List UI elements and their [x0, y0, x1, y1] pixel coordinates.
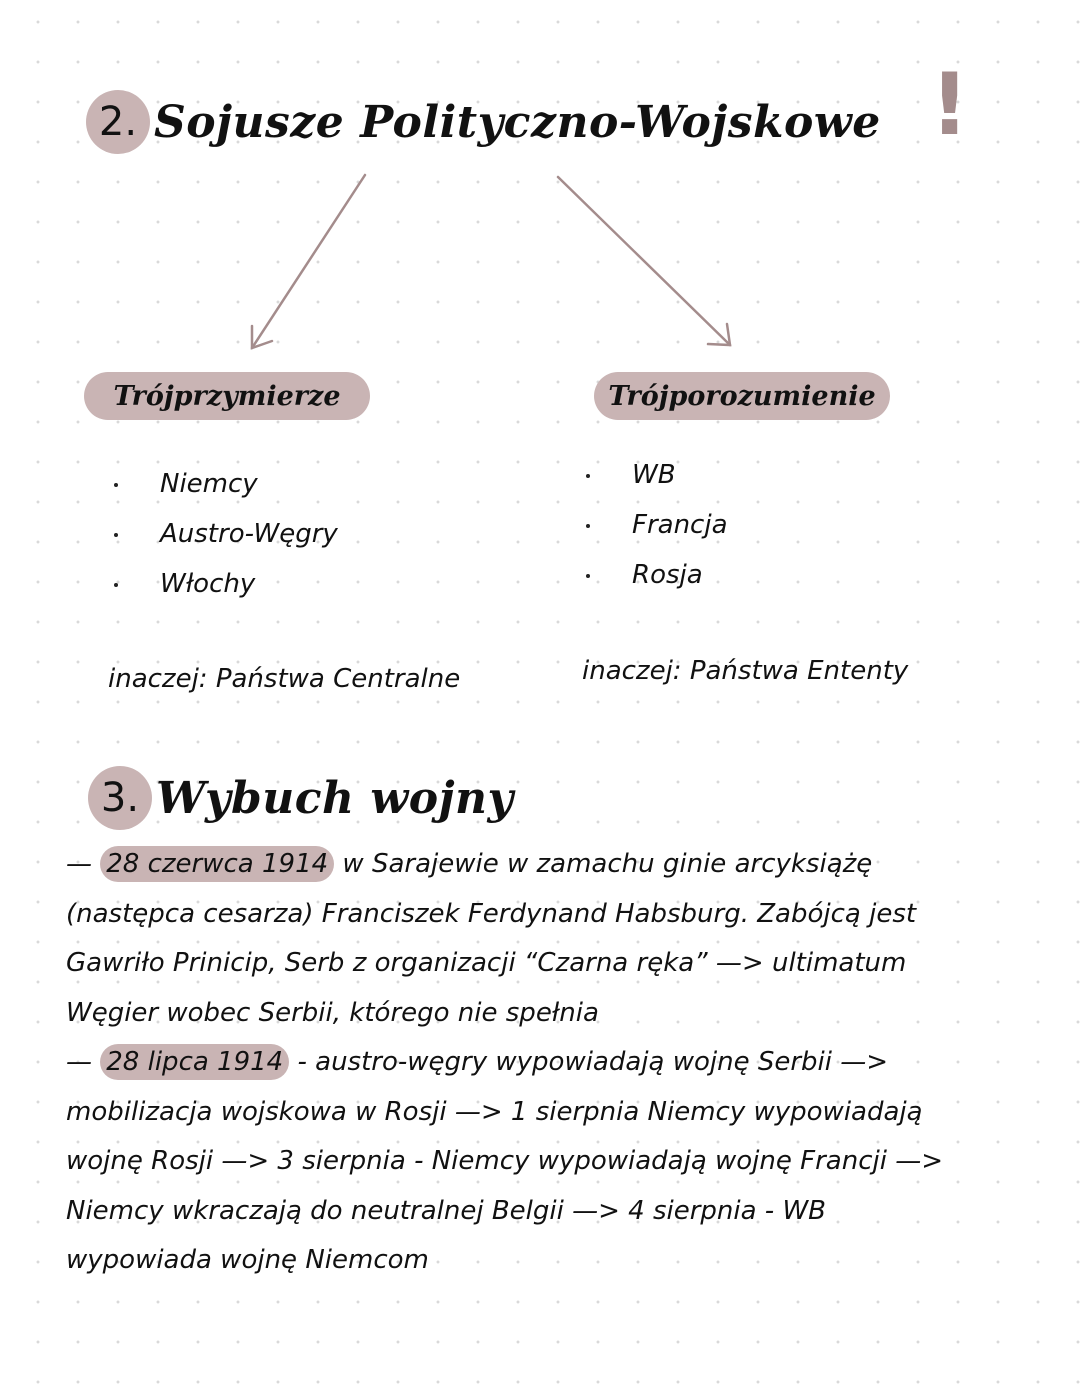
triple-entente-list	[584, 450, 728, 600]
paragraph-line: — 28 czerwca 1914 w Sarajewie w zamachu ginie arcyksiążę	[66, 840, 916, 890]
paragraph-line: — 28 lipca 1914 - austro-węgry wypowiadają wojnę Serbii —>	[66, 1038, 943, 1088]
arrow-right	[558, 177, 730, 345]
section-3-heading	[88, 766, 514, 830]
paragraph-line: wojnę Rosji —> 3 sierpnia - Niemcy wypowiadają wojnę Francji —>	[66, 1146, 943, 1176]
section-number-badge: 3.	[88, 766, 152, 830]
section-2-title: Sojusze Polityczno-Wojskowe	[154, 96, 881, 148]
date-highlight: 28 lipca 1914	[100, 1044, 289, 1080]
triple-alliance-list	[112, 459, 338, 609]
paragraph-line: (następca cesarza) Franciszek Ferdynand Habsburg. Zabójcą jest	[66, 898, 917, 929]
branch-arrows	[0, 0, 1080, 400]
paragraph-assassination	[66, 840, 916, 1038]
exclamation-mark: !	[930, 55, 970, 155]
paragraph-line: wypowiada wojnę Niemcom	[66, 1245, 429, 1275]
central-powers-alias: inaczej: Państwa Centralne	[108, 664, 461, 694]
date-highlight: 28 czerwca 1914	[100, 846, 334, 882]
list-item: Niemcy	[112, 459, 338, 509]
list-item: Austro-Węgry	[112, 509, 338, 559]
section-number-badge: 2.	[86, 90, 150, 154]
alliance-label-triple-alliance: Trójprzymierze	[84, 372, 370, 420]
paragraph-line: Gawriło Prinicip, Serb z organizacji “Czarna ręka” —> ultimatum	[66, 948, 907, 978]
paragraph-line: Niemcy wkraczają do neutralnej Belgii —> 4 sierpnia - WB	[66, 1195, 826, 1226]
list-item: Włochy	[112, 559, 338, 609]
entente-alias: inaczej: Państwa Ententy	[582, 656, 909, 686]
paragraph-line: mobilizacja wojskowa w Rosji —> 1 sierpnia Niemcy wypowiadają	[66, 1096, 923, 1127]
paragraph-declarations	[66, 1038, 943, 1286]
list-item: WB	[584, 450, 728, 500]
list-item: Francja	[584, 500, 728, 550]
section-3-title: Wybuch wojny	[156, 772, 514, 824]
arrow-left	[252, 175, 365, 348]
list-item: Rosja	[584, 550, 728, 600]
alliance-label-triple-entente: Trójporozumienie	[594, 372, 890, 420]
paragraph-line: Węgier wobec Serbii, którego nie spełnia	[66, 997, 599, 1028]
